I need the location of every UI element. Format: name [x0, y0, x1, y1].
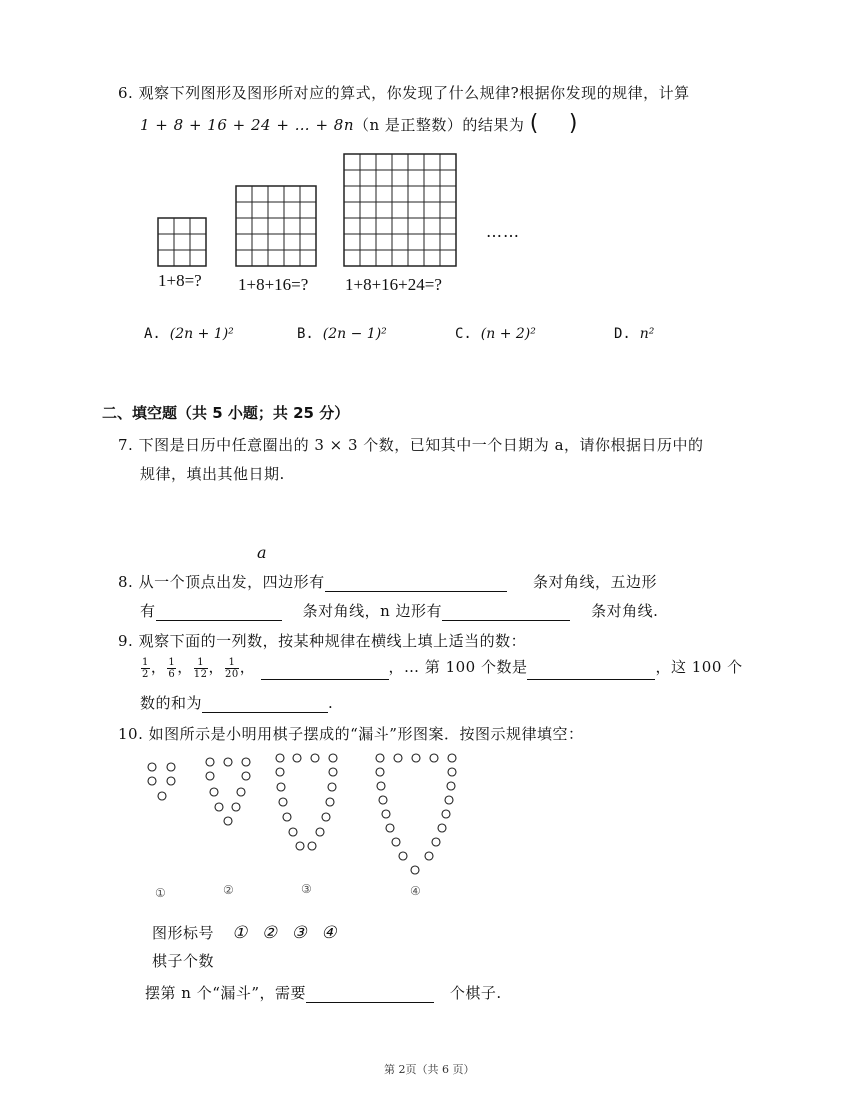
q9-blank-2[interactable] [527, 663, 655, 680]
q9-fraction-1: $\frac{1}{2}$ [142, 656, 149, 680]
q7-line1: 7. 下图是日历中任意圈出的 3 × 3 个数，已知其中一个日期为 a，请你根据日历中的 [118, 436, 704, 454]
q7-line2: 规律，填出其他日期. [140, 465, 285, 483]
q9-fraction-2: $\frac{1}{6}$ [168, 656, 176, 680]
page-footer: 第 2页（共 6 页） [384, 1063, 475, 1076]
q8-line1: 8. 从一个顶点出发，四边形有 条对角线，五边形 [118, 573, 657, 591]
q10-fig-mark-2: ② [223, 883, 234, 897]
q6-ellipsis: …… [486, 222, 520, 241]
q10-table-row2: 棋子个数 [152, 952, 215, 970]
funnel-3 [276, 754, 337, 850]
q10-last-line: 摆第 n 个“漏斗”，需要 个棋子. [145, 984, 502, 1002]
q6-line2 [140, 111, 578, 136]
funnel-2 [206, 758, 250, 825]
grid-7x7 [344, 154, 456, 266]
funnel-4 [376, 754, 456, 874]
q7-center-value: a [257, 543, 267, 562]
q9-fraction-3: $\frac{1}{12}$ [193, 656, 208, 680]
q6-paren-open: ( [529, 111, 539, 136]
section-heading: 二、填空题（共 5 小题；共 25 分） [102, 404, 350, 422]
q10-table-row1: 图形标号 ① ② ③ ④ [152, 923, 338, 943]
q8-line2: 有 条对角线，n 边形有 条对角线. [140, 602, 659, 620]
q6-grid-figures [150, 150, 470, 268]
q10-fig-mark-3: ③ [301, 882, 312, 896]
q9-line1: 9. 观察下面的一列数，按某种规律在横线上填上适当的数： [118, 632, 527, 650]
q6-fig-label-2: 1+8+16=? [238, 275, 309, 294]
q10-fig-mark-1: ① [155, 886, 166, 900]
q9-fraction-4: $\frac{1}{20}$ [225, 656, 239, 680]
q10-line1: 10. 如图所示是小明用棋子摆成的“漏斗”形图案．按图示规律填空： [118, 725, 584, 743]
q9-line2: $\frac{1}{2}$ ， $\frac{1}{6}$ ， $\frac{1}{12}$ ， $\frac{1}{20}$ ， ，… 第 100 个数是 ，这 100 个 [142, 656, 743, 680]
q6-option-d[interactable]: D. n² [614, 326, 655, 342]
grid-3x3 [158, 218, 206, 266]
q6-option-b[interactable]: B. (2n − 1)² [297, 326, 387, 342]
q10-fig-mark-4: ④ [410, 884, 421, 898]
q6-fig-label-3: 1+8+16+24=? [345, 275, 442, 294]
q10-blank[interactable] [306, 986, 434, 1003]
q9-line3: 数的和为 . [140, 694, 334, 712]
q8-blank-2[interactable] [156, 604, 282, 621]
q6-option-a[interactable]: A. (2n + 1)² [144, 326, 234, 342]
q9-blank-3[interactable] [202, 696, 328, 713]
q8-blank-1[interactable] [325, 575, 507, 592]
q6-line1: 6. 观察下列图形及图形所对应的算式，你发现了什么规律?根据你发现的规律，计算 [118, 84, 690, 102]
q10-funnel-figures [140, 748, 470, 878]
q6-paren-close: ) [568, 111, 578, 136]
q6-tail: （n 是正整数）的结果为 [354, 116, 525, 134]
q6-expression: 1 + 8 + 16 + 24 + … + 8n [140, 116, 354, 134]
funnel-1 [148, 763, 175, 800]
q8-blank-3[interactable] [442, 604, 570, 621]
q6-fig-label-1: 1+8=? [158, 271, 202, 290]
q6-option-c[interactable]: C. (n + 2)² [455, 326, 536, 342]
grid-5x5 [236, 186, 316, 266]
q9-blank-1[interactable] [261, 663, 389, 680]
